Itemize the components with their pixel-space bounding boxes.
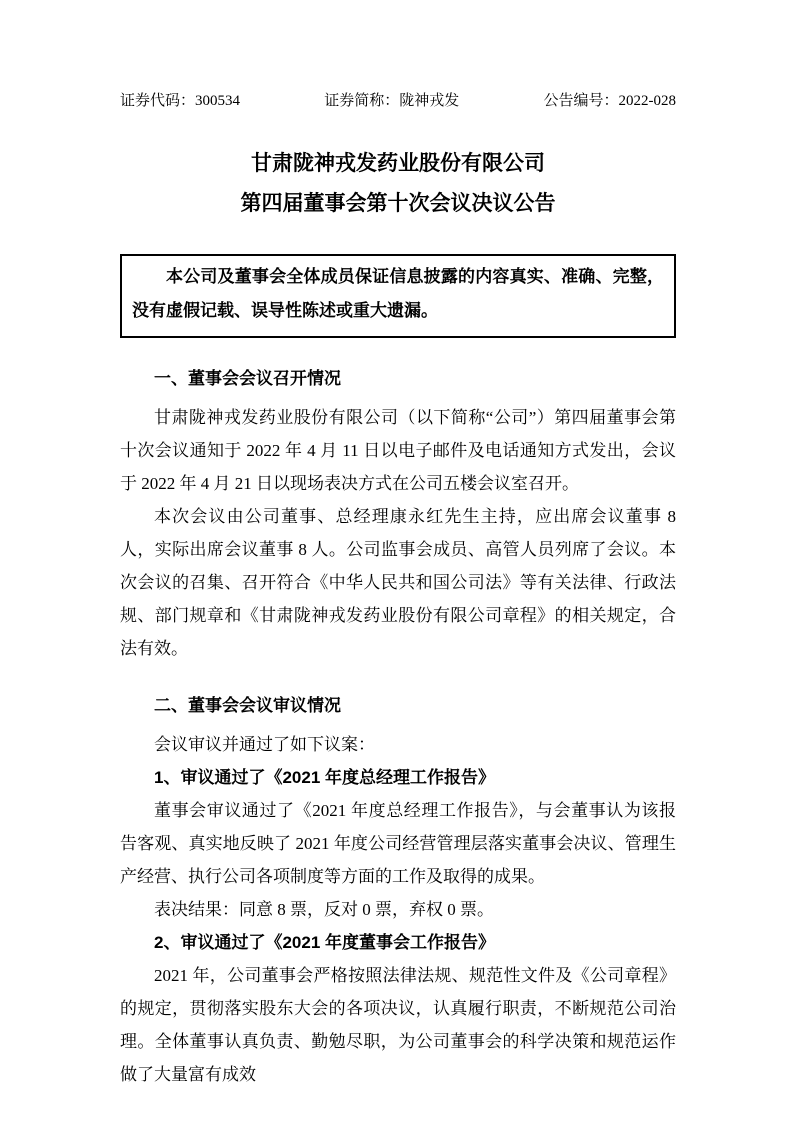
stock-name: 证券简称：陇神戎发 [324, 93, 460, 109]
item-2-heading: 2、审议通过了《2021 年度董事会工作报告》 [154, 933, 495, 952]
meeting-host-paragraph: 本次会议由公司董事、总经理康永红先生主持，应出席会议董事 8 人，实际出席会议董事 8 人。公司监事会成员、高管人员列席了会议。本次会议的召集、召开符合《中华人民共和国公司法》等有关法律、行政法规、部门规章和《甘肃陇神戎发药业股份有限公司章程》的相关规定，合法有效。 [120, 507, 676, 658]
title-block [120, 144, 676, 224]
document-content [120, 92, 676, 1091]
stock-code: 证券代码：300534 [120, 93, 241, 109]
section-1-heading: 一、董事会会议召开情况 [154, 369, 341, 388]
meeting-notice-paragraph: 甘肃陇神戎发药业股份有限公司（以下简称“公司”）第四届董事会第十次会议通知于 2022 年 4 月 11 日以电子邮件及电话通知方式发出，会议于 2022 年 4 月 21 日以现场表决方式在公司五楼会议室召开。 [120, 408, 676, 493]
item-1-paragraph: 董事会审议通过了《2021 年度总经理工作报告》，与会董事认为该报告客观、真实地反映了 2021 年度公司经营管理层落实董事会决议、管理生产经营、执行公司各项制度等方面的工作及取得的成果。 [120, 801, 676, 886]
disclaimer-box [120, 254, 676, 338]
announcement-number: 公告编号：2022-028 [543, 93, 676, 109]
item-1-heading: 1、审议通过了《2021 年度总经理工作报告》 [154, 768, 495, 787]
item-1-vote-result: 表决结果：同意 8 票，反对 0 票，弃权 0 票。 [154, 900, 494, 919]
item-2-paragraph: 2021 年，公司董事会严格按照法律法规、规范性文件及《公司章程》的规定，贯彻落实股东大会的各项决议，认真履行职责，不断规范公司治理。全体董事认真负责、勤勉尽职，为公司董事会的科学决策和规范运作做了大量富有成效 [120, 966, 676, 1084]
disclaimer-text: 本公司及董事会全体成员保证信息披露的内容真实、准确、完整，没有虚假记载、误导性陈述或重大遗漏。 [132, 267, 664, 320]
announcement-title: 第四届董事会第十次会议决议公告 [240, 192, 556, 215]
section-2-heading: 二、董事会会议审议情况 [154, 696, 341, 715]
company-name-title: 甘肃陇神戎发药业股份有限公司 [251, 152, 545, 175]
resolutions-intro: 会议审议并通过了如下议案： [154, 735, 375, 754]
document-header [120, 92, 676, 110]
